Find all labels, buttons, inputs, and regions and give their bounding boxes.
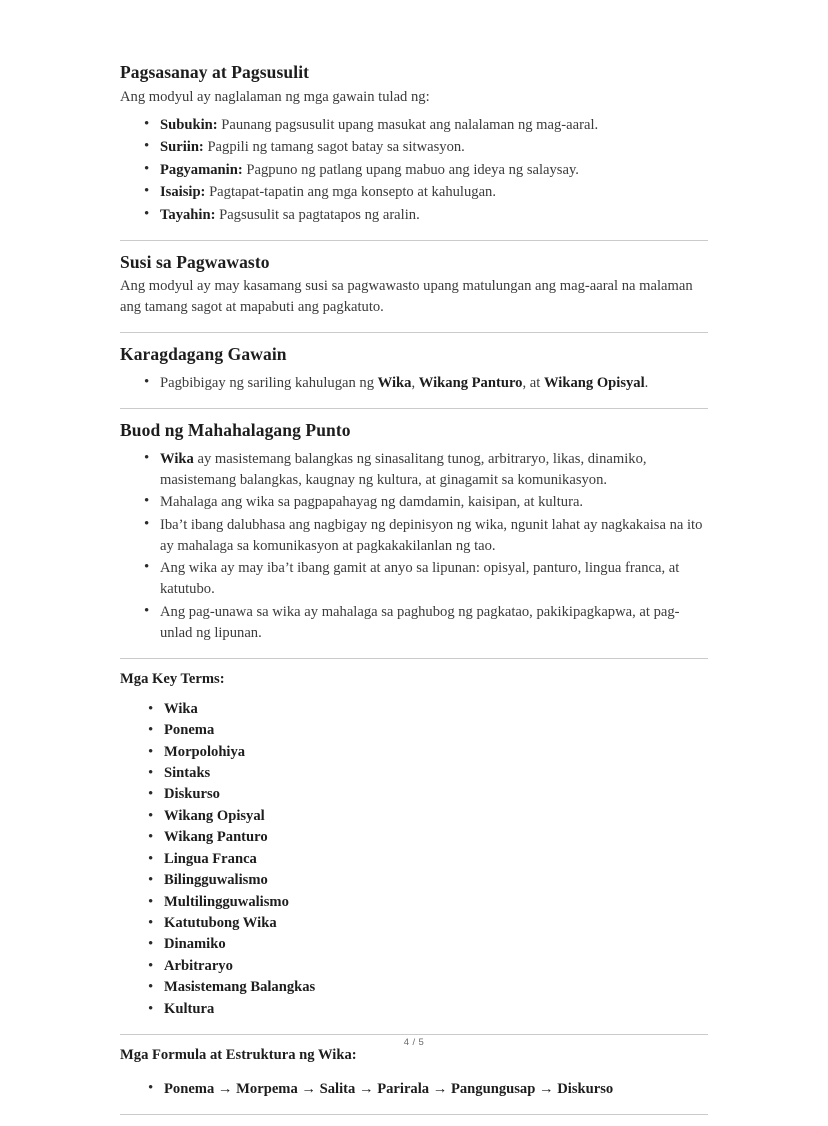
document-content [120, 62, 708, 1126]
body-text: Pagbibigay ng sariling kahulugan ng [160, 374, 378, 391]
body-text: Pagtapat-tapatin ang mga konsepto at kahulugan. [205, 184, 496, 201]
section-divider [120, 332, 708, 333]
key-term-item: • Bilingguwalismo [164, 870, 708, 891]
emphasis-text: Wikang Panturo [418, 374, 523, 391]
section-key-terms [120, 670, 708, 1021]
body-text: Pagpuno ng patlang upang mabuo ang ideya ng salaysay. [242, 161, 579, 178]
section-susi [120, 252, 708, 318]
body-text: ay masistemang balangkas ng sinasalitang tunog, arbitraryo, likas, dinamiko, masistemang balangkas, kaugnay ng kultura, at ginagamit sa komunikasyon. [160, 450, 647, 488]
section-title-karagdagang: Karagdagang Gawain [120, 343, 287, 364]
section-title-pagsasanay: Pagsasanay at Pagsusulit [120, 62, 310, 82]
formula-list [120, 1079, 708, 1100]
list-item [160, 137, 708, 158]
page-footer: 4 / 5 [403, 1037, 425, 1048]
key-term-item: • Morpolohiya [164, 742, 708, 763]
key-term-item: • Multilingguwalismo [164, 892, 708, 913]
key-term-item: • Arbitraryo [164, 956, 708, 977]
pagsasanay-activity-list [120, 115, 708, 226]
body-text: Pagsusulit sa pagtatapos ng aralin. [215, 206, 420, 223]
key-term-item: • Wika [164, 699, 708, 720]
key-term-item: • Dinamiko [164, 934, 708, 955]
key-terms-list [120, 699, 708, 1021]
key-terms-heading: Mga Key Terms: [120, 670, 225, 687]
body-text: , [411, 374, 419, 391]
buod-summary-list [120, 449, 708, 644]
body-text: . [644, 374, 649, 391]
body-text: Pagpili ng tamang sagot batay sa sitwasyon. [203, 139, 465, 156]
karagdagang-activity-list [120, 373, 708, 394]
body-text: Paunang pagsusulit upang masukat ang nalalaman ng mag-aaral. [217, 116, 599, 133]
body-text: , at [522, 374, 544, 391]
emphasis-text: Wikang Opisyal [543, 374, 645, 391]
emphasis-text: Subukin: [160, 116, 218, 133]
list-item [160, 558, 708, 600]
key-term-item: • Wikang Panturo [164, 827, 708, 848]
section-divider [120, 408, 708, 409]
section-title-buod: Buod ng Mahahalagang Punto [120, 419, 351, 440]
list-item [160, 115, 708, 136]
key-term-item: • Lingua Franca [164, 849, 708, 870]
section-buod [120, 420, 708, 644]
section-divider [120, 240, 708, 241]
list-item [160, 492, 708, 513]
emphasis-text: Suriin: [160, 139, 204, 156]
formula-chain-item: • Ponema → Morpema → Salita → Parirala → Pangungusap → Diskurso [164, 1079, 708, 1100]
list-item [160, 373, 708, 394]
section-formula [120, 1046, 708, 1100]
key-term-item: • Diskurso [164, 784, 708, 805]
list-item [160, 182, 708, 203]
key-term-item: • Sintaks [164, 763, 708, 784]
section-lead-pagsasanay: Ang modyul ay naglalaman ng mga gawain tulad ng: [120, 88, 430, 105]
key-term-item: • Ponema [164, 720, 708, 741]
section-divider [120, 1114, 708, 1115]
section-title-susi: Susi sa Pagwawasto [120, 251, 270, 272]
list-item [160, 160, 708, 181]
section-divider [120, 1034, 708, 1035]
body-text: Ang pag-unawa sa wika ay mahalaga sa paghubog ng pagkatao, pakikipagkapwa, at pag-unlad ng lipunan. [160, 603, 680, 641]
key-term-item: • Katutubong Wika [164, 913, 708, 934]
body-text: Iba’t ibang dalubhasa ang nagbigay ng depinisyon ng wika, ngunit lahat ay nagkakaisa na ito ay mahalaga sa komunikasyon at pagkakakilanlan ng tao. [160, 516, 703, 554]
key-term-item: • Wikang Opisyal [164, 806, 708, 827]
body-text: Mahalaga ang wika sa pagpapahayag ng damdamin, kaisipan, at kultura. [160, 494, 584, 511]
section-lead-susi: Ang modyul ay may kasamang susi sa pagwawasto upang matulungan ang mag-aaral na malaman ang tamang sagot at mapabuti ang pagkatuto. [120, 278, 693, 316]
emphasis-text: Tayahin: [160, 206, 216, 223]
emphasis-text: Isaisip: [160, 184, 206, 201]
emphasis-text: Wika [160, 450, 194, 467]
formula-heading: Mga Formula at Estruktura ng Wika: [120, 1047, 357, 1064]
list-item [160, 602, 708, 644]
section-karagdagang [120, 344, 708, 394]
list-item [160, 449, 708, 491]
list-item [160, 205, 708, 226]
section-pagsasanay [120, 62, 708, 226]
key-term-item: • Kultura [164, 999, 708, 1020]
emphasis-text: Wika [377, 374, 412, 391]
section-divider [120, 658, 708, 659]
list-item [160, 515, 708, 557]
key-term-item: • Masistemang Balangkas [164, 977, 708, 998]
body-text: Ang wika ay may iba’t ibang gamit at anyo sa lipunan: opisyal, panturo, lingua franca, at katutubo. [160, 560, 680, 598]
emphasis-text: Pagyamanin: [160, 161, 243, 178]
